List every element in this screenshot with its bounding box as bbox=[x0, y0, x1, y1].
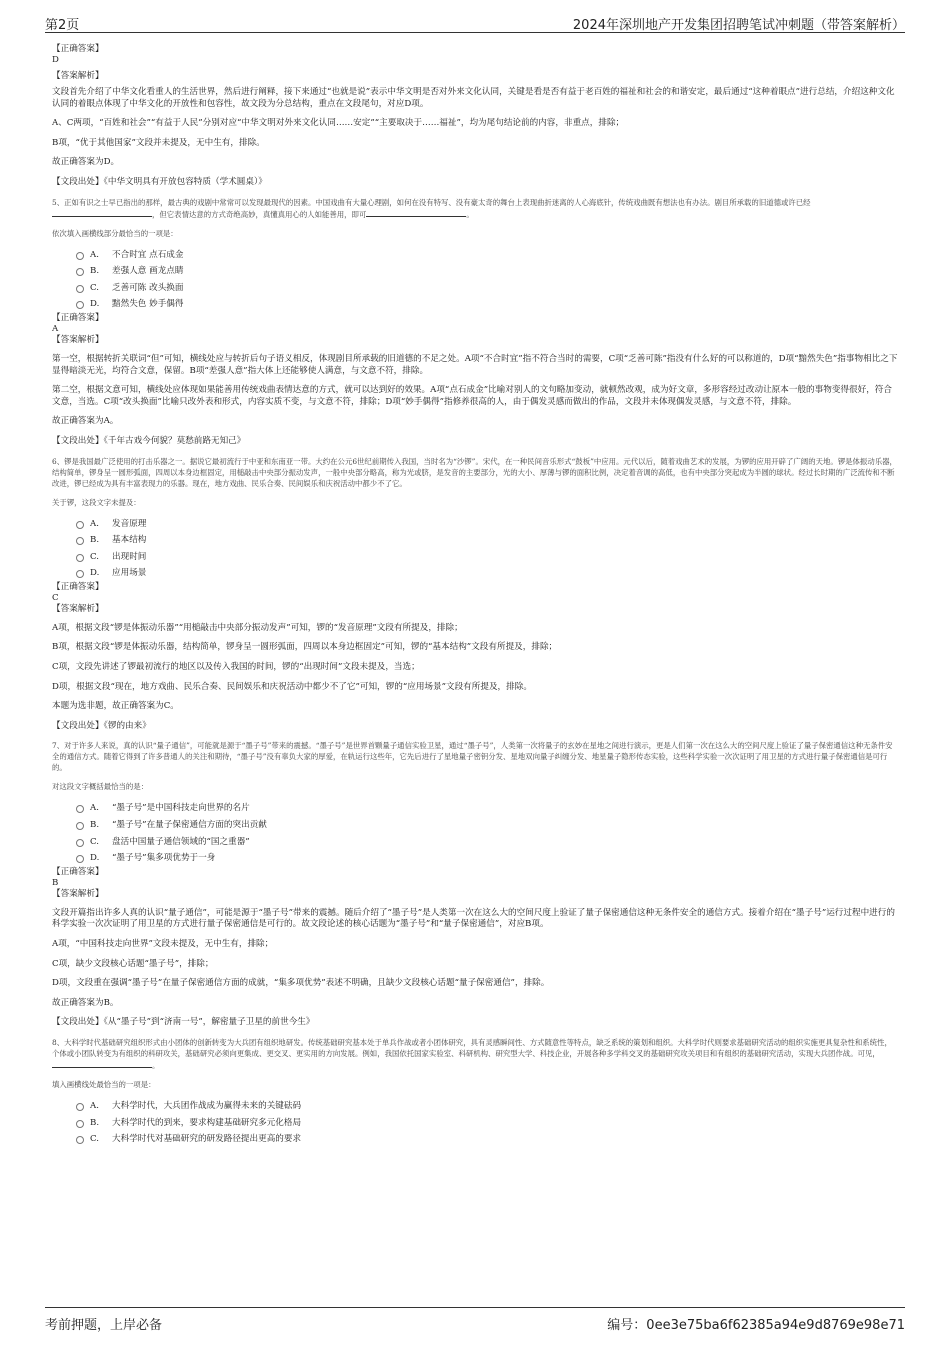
question-stem: 7、对于许多人来说，真的认识“量子通信”，可能就是源于“墨子号”带来的震撼。“墨子号”是世界首颗量子通信实验卫星，通过“墨子号”，人类第一次将量子的玄妙在星地之间进行演示，更是人们第一次在这么大的空间尺度上验证了量子保密通信这种无条件安全的通信方式。随着它得到了许多普通人的关注和期待，“墨子号”没有辜负大家的厚爱，在轨运行这些年，它先后进行了星地量子密钥分发、星地双向量子纠缠分发、地星量子隐形传态实验，这些科学实验一次次证明了用卫星的方式进行量子保密通信是可行的。 bbox=[52, 741, 893, 773]
option-a[interactable]: A. 不合时宜 点石成金 bbox=[52, 247, 898, 264]
option-c[interactable]: C. 出现时间 bbox=[52, 549, 898, 566]
source-citation: 【文段出处】《千年古戏今何貌？莫愁前路无知己》 bbox=[52, 435, 246, 446]
radio-button[interactable] bbox=[76, 537, 84, 545]
answer-tag: 【正确答案】 bbox=[52, 312, 104, 323]
analysis-tag: 【答案解析】 bbox=[52, 71, 104, 81]
radio-button[interactable] bbox=[76, 554, 84, 562]
radio-button[interactable] bbox=[76, 1103, 84, 1111]
option-a[interactable]: A. 发音原理 bbox=[52, 516, 898, 533]
option-b[interactable]: B. 大科学时代的到来，要求构建基础研究多元化格局 bbox=[52, 1115, 898, 1132]
analysis-paragraph: D项，根据文段“现在，地方戏曲、民乐合奏、民间娱乐和庆祝活动中都少不了它”可知，锣的“应用场景”文段有所提及，排除。 bbox=[52, 681, 532, 692]
analysis-paragraph: 故正确答案为A。 bbox=[52, 416, 119, 427]
source-citation: 【文段出处】《锣的由来》 bbox=[52, 720, 151, 731]
analysis-paragraph: 第二空，根据文意可知，横线处应体现如果能善用传统戏曲表情达意的方式，就可以达到好的效果。A项“点石成金”比喻对别人的文句略加变动，就顿然改观，成为好文章，多形容经过改动让原本一般的事物变得很好，符合文意，当选。C项“改头换面”比喻只改外表和形式，内容实质不变，与文意不符，排除；D项“妙手偶得”指修养很高的人，由于偶发灵感而做出的作品，文段并未体现偶发灵感，与文意不符，排除。 bbox=[52, 385, 892, 407]
page-header bbox=[45, 12, 905, 33]
option-a[interactable]: A. 大科学时代，大兵团作战成为赢得未来的关键砝码 bbox=[52, 1098, 898, 1115]
option-b[interactable]: B. “墨子号”在量子保密通信方面的突出贡献 bbox=[52, 817, 898, 834]
answer-value: C bbox=[52, 592, 59, 603]
analysis-paragraph: 文段首先介绍了中华文化看重人的生活世界，然后进行阐释，接下来通过“也就是说”表示中华文明是否对外来文化认同，关键是看是否有益于老百姓的福祉和社会的和谐安定，最后通过“这种着眼点”进行总结，介绍这种文化认同的着眼点体现了中华文化的开放性和包容性，故文段为分总结构，重点在文段尾句，对应D项。 bbox=[52, 87, 895, 109]
document-title: 2024年深圳地产开发集团招聘笔试冲刺题（带答案解析） bbox=[572, 18, 905, 33]
footer-slogan: 考前押题，上岸必备 bbox=[45, 1318, 163, 1333]
radio-button[interactable] bbox=[76, 268, 84, 276]
option-c[interactable]: C. 乏善可陈 改头换面 bbox=[52, 280, 898, 297]
radio-button[interactable] bbox=[76, 839, 84, 847]
radio-button[interactable] bbox=[76, 252, 84, 260]
analysis-paragraph: 故正确答案为B。 bbox=[52, 997, 119, 1008]
option-d[interactable]: D. “墨子号”集多项优势于一身 bbox=[52, 850, 898, 867]
analysis-tag: 【答案解析】 bbox=[52, 334, 104, 345]
radio-button[interactable] bbox=[76, 855, 84, 863]
page-footer bbox=[45, 1307, 905, 1338]
analysis-tag: 【答案解析】 bbox=[52, 888, 104, 899]
question-prompt: 关于锣，这段文字未提及： bbox=[52, 497, 141, 507]
answer-value: D bbox=[52, 55, 59, 65]
radio-button[interactable] bbox=[76, 1136, 84, 1144]
option-c[interactable]: C. 大科学时代对基础研究的研发路径提出更高的要求 bbox=[52, 1131, 898, 1148]
option-b[interactable]: B. 差强人意 画龙点睛 bbox=[52, 263, 898, 280]
option-b[interactable]: B. 基本结构 bbox=[52, 532, 898, 549]
source-citation: 【文段出处】《从“墨子号”到“济南一号”，解密量子卫星的前世今生》 bbox=[52, 1017, 315, 1028]
option-c[interactable]: C. 盘活中国量子通信领域的“国之重器” bbox=[52, 834, 898, 851]
document-id: 编号：0ee3e75ba6f62385a94e9d8769e98e71 bbox=[607, 1318, 905, 1333]
analysis-paragraph: 文段开篇指出许多人真的认识“量子通信”，可能是源于“墨子号”带来的震撼。随后介绍了“墨子号”是人类第一次在这么大的空间尺度上验证了量子保密通信这种无条件安全的通信方式。接着介绍在“墨子号”运行过程中进行的科学实验一次次证明了用卫星的方式进行量子保密通信是可行的。故文段论述的核心话题为“墨子号”和“量子保密通信”，对应B项。 bbox=[52, 907, 895, 930]
answer-tag: 【正确答案】 bbox=[52, 44, 104, 54]
option-d[interactable]: D. 应用场景 bbox=[52, 565, 898, 582]
radio-button[interactable] bbox=[76, 521, 84, 529]
question-stem: 6、锣是我国最广泛使用的打击乐器之一。据说它最初流行于中亚和东南亚一带。大约在公元6世纪前期传入我国，当时名为“沙锣”。宋代，在一种民间音乐形式“鼓板”中应用。元代以后，随着戏曲艺术的发展，为锣的应用开辟了广阔的天地。锣是体振动乐器，结构简单，锣身呈一圆形弧面，四周以本身边框固定，用槌敲击中央部分振动发声，一般中央部分略高，称为光或脐，是发音的主要部分，光的大小、厚薄与锣的面积比例，决定着音调的高低，也有中央部分突起成为半圆的球状。经过长时期的广泛流传和不断改进，锣已经成为具有丰富表现力的乐器。现在，地方戏曲、民乐合奏、民间娱乐和庆祝活动中都少不了它。 bbox=[52, 456, 897, 488]
analysis-paragraph: B项，根据文段“锣是体振动乐器，结构简单，锣身呈一圆形弧面，四周以本身边框固定”可知，锣的“基本结构”文段有所提及，排除； bbox=[52, 642, 558, 653]
answer-tag: 【正确答案】 bbox=[52, 866, 104, 877]
analysis-paragraph: 本题为选非题，故正确答案为C。 bbox=[52, 701, 179, 712]
question-prompt: 填入画横线处最恰当的一项是： bbox=[52, 1079, 156, 1089]
radio-button[interactable] bbox=[76, 285, 84, 293]
answer-value: A bbox=[52, 323, 59, 334]
analysis-paragraph: C项，文段先讲述了锣最初流行的地区以及传入我国的时间，锣的“出现时间”文段未提及，当选； bbox=[52, 662, 420, 673]
radio-button[interactable] bbox=[76, 805, 84, 813]
question-stem: 8、大科学时代基础研究组织形式由小团体的创新转变为大兵团有组织地研发。传统基础研究基本处于单兵作战或者小团体研究，具有灵感瞬间性、方式随意性等特点，缺乏系统的策划和组织。大科学时代则要求基础研究活动的组织实施更具复杂性和系统性，个体或小团队转变为有组织的科研攻关，基础研究必须向更集成、更交叉、更实用的方向发展。例如，我国依托国家实验室、科研机构、研究型大学、科技企业，开展各种多学科交叉的基础研究攻关项目和有组织的基础研究活动，实现大兵团作战。可见，。 bbox=[52, 1037, 892, 1070]
question-prompt: 对这段文字概括最恰当的是： bbox=[52, 782, 149, 792]
answer-tag: 【正确答案】 bbox=[52, 581, 104, 592]
question-stem: 5、正如有识之士早已指出的那样，最古典的戏剧中常常可以发现最现代的因素。中国戏曲有大量心理剧，如何在没有特写、没有豪太奇的舞台上表现曲折迷离的人心海底针，传统戏曲既有想法也有办法。剧目所承载的旧道德或许已经，但它表情达意的方式奇绝高妙，真懂真用心的人如能善用，即可 。 bbox=[52, 197, 811, 219]
answer-value: B bbox=[52, 877, 59, 888]
analysis-paragraph: B项，“优于其他国家”文段并未提及，无中生有，排除。 bbox=[52, 137, 265, 148]
analysis-paragraph: 第一空，根据转折关联词“但”可知，横线处应与转折后句子语义相反，体现剧目所承载的旧道德的不足之处。A项“不合时宜”指不符合当时的需要，C项“乏善可陈”指没有什么好的可以称道的，D项“黯然失色”指事物相比之下显得暗淡无光，均符合文意，保留。B项“差强人意”指大体上还能够使人满意，与文意不符，排除。 bbox=[52, 353, 898, 376]
analysis-paragraph: C项，缺少文段核心话题“墨子号”，排除； bbox=[52, 958, 214, 969]
analysis-paragraph: D项，文段重在强调“墨子号”在量子保密通信方面的成就，“集多项优势”表述不明确，且缺少文段核心话题“量子保密通信”，排除。 bbox=[52, 978, 550, 989]
page-content bbox=[52, 44, 898, 1148]
radio-button[interactable] bbox=[76, 822, 84, 830]
analysis-paragraph: A、C两项，“百姓和社会”“有益于人民”分别对应“中华文明对外来文化认同……安定”“主要取决于……福祉”，均为尾句结论前的内容，非重点，排除； bbox=[52, 118, 625, 129]
analysis-tag: 【答案解析】 bbox=[52, 603, 104, 614]
radio-button[interactable] bbox=[76, 301, 84, 309]
source-citation: 【文段出处】《中华文明具有开放包容特质（学术圆桌）》 bbox=[52, 176, 267, 187]
page-number: 第2页 bbox=[45, 18, 80, 33]
option-a[interactable]: A. “墨子号”是中国科技走向世界的名片 bbox=[52, 800, 898, 817]
radio-button[interactable] bbox=[76, 570, 84, 578]
fill-blank bbox=[52, 208, 152, 217]
option-d[interactable]: D. 黯然失色 妙手偶得 bbox=[52, 296, 898, 313]
fill-blank bbox=[52, 1059, 152, 1068]
analysis-paragraph: A项，根据文段“锣是体振动乐器”“用槌敲击中央部分振动发声”可知，锣的“发音原理”文段有所提及，排除； bbox=[52, 622, 463, 633]
analysis-paragraph: A项，“中国科技走向世界”文段未提及，无中生有，排除； bbox=[52, 939, 274, 949]
radio-button[interactable] bbox=[76, 1120, 84, 1128]
fill-blank bbox=[366, 208, 466, 217]
analysis-paragraph: 故正确答案为D。 bbox=[52, 157, 120, 168]
question-prompt: 依次填入画横线部分最恰当的一项是： bbox=[52, 228, 178, 238]
